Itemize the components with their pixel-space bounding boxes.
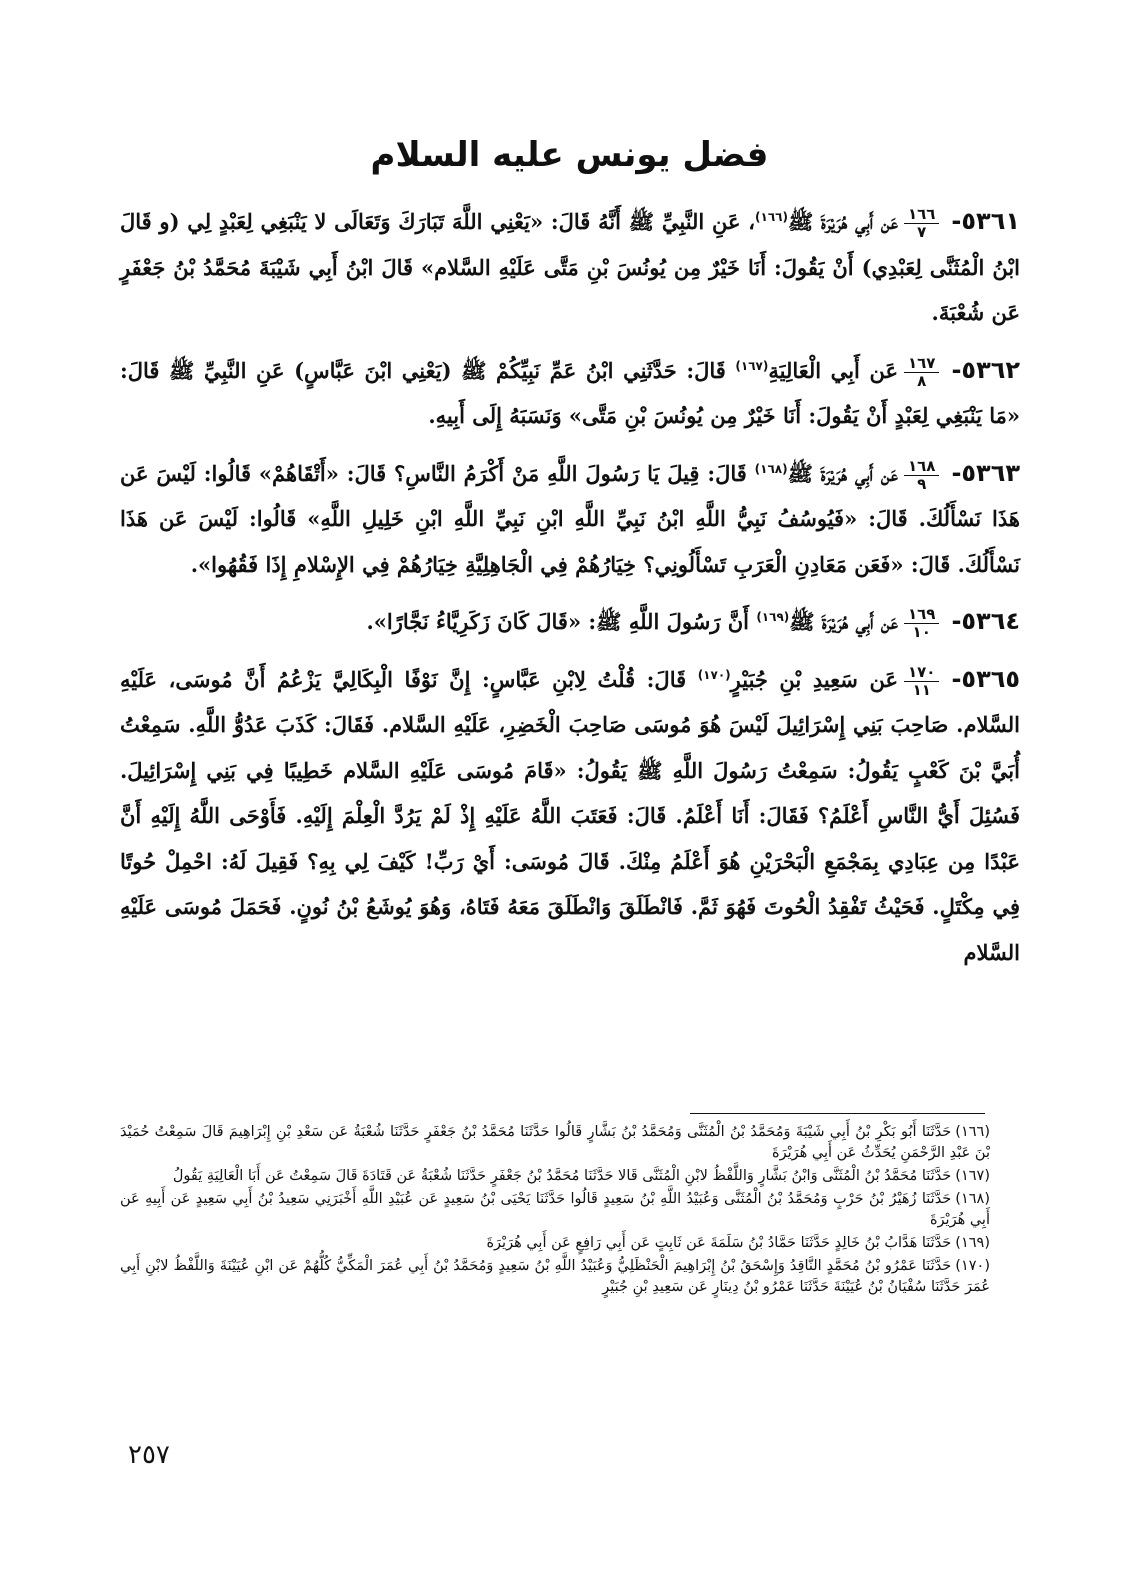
hadith-narrator: عَن أَبِي الْعَالِيَةِ <box>768 357 898 383</box>
hadith-fraction <box>904 606 939 641</box>
footnote-number: (١٦٩) <box>955 1235 990 1251</box>
footnote-reference: (١٦٧) <box>735 358 769 373</box>
fraction-bottom: ٩ <box>917 474 927 493</box>
hadith-entry <box>120 195 1020 336</box>
fraction-bottom: ١٠ <box>912 623 931 641</box>
footnote-reference: (١٦٨) <box>754 461 788 476</box>
footnote-text: حَدَّثَنَا هَدَّابُ بْنُ خَالِدٍ حَدَّثَنَا حَمَّادُ بْنُ سَلَمَةَ عَن ثَابِتٍ عَن أَبِي رَافِعٍ عَن أَبِي هُرَيْرَةَ <box>486 1235 952 1251</box>
hadith-narrator: عَن أَبِي هُرَيْرَةَ ﷺ <box>789 609 898 634</box>
hadith-fraction <box>904 664 939 699</box>
footnote-number: (١٦٦) <box>955 1124 990 1140</box>
hadith-narrator: عَن سَعِيدِ بْنِ جُبَيْرٍ <box>730 666 898 692</box>
hadith-text: ، عَنِ النَّبِيِّ ﷺ أَنَّهُ قَالَ: «يَعْنِي اللَّهَ تَبَارَكَ وَتَعَالَى لا يَنْبَغِي لِعَبْدٍ لِي (و قَالَ ابْنُ الْمُثَنَّى لِعَبْدِي) أَنْ يَقُولَ: أَنَا خَيْرٌ مِن يُونُسَ بْنِ مَتَّى عَلَيْهِ السَّلام» قَالَ ابْنُ أَبِي شَيْبَةَ مُحَمَّدُ بْنُ جَعْفَرٍ عَن شُعْبَةَ. <box>120 209 1020 325</box>
footnote <box>120 1256 990 1298</box>
footnote-text: حَدَّثَنَا زُهَيْرُ بْنُ حَرْبٍ وَمُحَمَّدُ بْنُ الْمُثَنَّى وَعُبَيْدُ اللَّهِ بْنُ سَعِيدٍ قَالُوا حَدَّثَنَا يَحْيَى بْنُ سَعِيدٍ عَن عُبَيْدِ اللَّهِ أَخْبَرَنِي سَعِيدُ بْنُ أَبِي سَعِيدٍ عَن أَبِيهِ عَن أَبِي هُرَيْرَةَ <box>120 1191 990 1228</box>
hadith-entry <box>120 344 1020 439</box>
hadith-text: قَالَ: حَدَّثَنِي ابْنُ عَمِّ نَبِيِّكُمْ ﷺ (يَعْنِي ابْنَ عَبَّاسٍ) عَنِ النَّبِيِّ ﷺ قَالَ: «مَا يَنْبَغِي لِعَبْدٍ أَنْ يَقُولَ: أَنَا خَيْرٌ مِن يُونُسَ بْنِ مَتَّى» وَنَسَبَهُ إِلَى أَبِيهِ. <box>120 357 1020 428</box>
fraction-top: ١٦٨ <box>904 458 939 476</box>
fraction-bottom: ٧ <box>917 223 927 241</box>
footnote-divider <box>690 1113 985 1114</box>
footnote <box>120 1166 990 1187</box>
hadith-text: أَنَّ رَسُولَ اللَّهِ ﷺ: «قَالَ كَانَ زَكَرِيَّاءُ نَجَّارًا». <box>366 609 757 634</box>
fraction-top: ١٦٩ <box>904 606 939 624</box>
footnote-text: حَدَّثَنَا مُحَمَّدُ بْنُ الْمُثَنَّى وَابْنُ بَشَّارٍ وَاللَّفْظُ لابْنِ الْمُثَنَّى قَالا حَدَّثَنَا مُحَمَّدُ بْنُ جَعْفَرٍ حَدَّثَنَا شُعْبَةُ عَن قَتَادَةَ قَالَ سَمِعْتُ عَن أَبَا الْعَالِيَةِ يَقُولُ <box>172 1168 952 1184</box>
footnote-reference: (١٦٦) <box>755 210 788 224</box>
page-title: فضل يونس عليه السلام <box>370 134 769 175</box>
footnote <box>120 1189 990 1231</box>
footnote-reference: (١٦٩) <box>756 610 790 624</box>
hadith-number: ٥٣٦٣- <box>951 458 1020 487</box>
footnote-number: (١٦٧) <box>955 1168 990 1184</box>
fraction-top: ١٦٧ <box>904 355 939 373</box>
hadith-number: ٥٣٦٥- <box>951 664 1021 693</box>
hadith-fraction <box>904 206 939 241</box>
hadith-text: قَالَ: قِيلَ يَا رَسُولَ اللَّهِ مَنْ أَكْرَمُ النَّاسِ؟ قَالَ: «أَتْقَاهُمْ» قَالُوا: لَيْسَ عَن هَذَا نَسْأَلُكَ. قَالَ: «فَيُوسُفُ نَبِيُّ اللَّهِ ابْنُ نَبِيِّ اللَّهِ ابْنِ نَبِيِّ اللَّهِ ابْنِ خَلِيلِ اللَّهِ» قَالُوا: لَيْسَ عَن هَذَا نَسْأَلُكَ. قَالَ: «فَعَن مَعَادِنِ الْعَرَبِ تَسْأَلُونِي؟ خِيَارُهُمْ فِي الْجَاهِلِيَّةِ خِيَارُهُمْ فِي الإِسْلامِ إِذَا فَقُهُوا». <box>120 460 1020 577</box>
hadith-text: قَالَ: قُلْتُ لِابْنِ عَبَّاسٍ: إِنَّ نَوْفًا الْبِكَالِيَّ يَزْعُمُ أَنَّ مُوسَى، عَلَيْهِ السَّلام. صَاحِبَ بَنِي إِسْرَائِيلَ لَيْسَ هُوَ مُوسَى صَاحِبَ الْخَضِرِ، عَلَيْهِ السَّلام. فَقَالَ: كَذَبَ عَدُوُّ اللَّهِ. سَمِعْتُ أُبَيَّ بْنَ كَعْبٍ يَقُولُ: سَمِعْتُ رَسُولَ اللَّهِ ﷺ يَقُولُ: «قَامَ مُوسَى عَلَيْهِ السَّلام خَطِيبًا فِي بَنِي إِسْرَائِيلَ. فَسُئِلَ أَيُّ النَّاسِ أَعْلَمُ؟ فَقَالَ: أَنَا أَعْلَمُ. قَالَ: فَعَتَبَ اللَّهُ عَلَيْهِ إِذْ لَمْ يَرُدَّ الْعِلْمَ إِلَيْهِ. فَأَوْحَى اللَّهُ إِلَيْهِ أَنَّ عَبْدًا مِن عِبَادِي بِمَجْمَعِ الْبَحْرَيْنِ هُوَ أَعْلَمُ مِنْكَ. قَالَ مُوسَى: أَيْ رَبِّ! كَيْفَ لِي بِهِ؟ فَقِيلَ لَهُ: احْمِلْ حُوتًا فِي مِكْتَلٍ. فَحَيْثُ تَفْقِدُ الْحُوتَ فَهُوَ ثَمَّ. فَانْطَلَقَ وَانْطَلَقَ مَعَهُ فَتَاهُ، وَهُوَ يُوشَعُ بْنُ نُونٍ. فَحَمَلَ مُوسَى عَلَيْهِ السَّلام <box>120 666 1020 965</box>
footnote <box>120 1233 990 1254</box>
fraction-top: ١٧٠ <box>904 664 939 682</box>
hadith-entry <box>120 447 1020 588</box>
fraction-bottom: ١١ <box>912 680 931 699</box>
hadith-list <box>120 195 1020 983</box>
footnote-number: (١٦٨) <box>955 1191 990 1207</box>
hadith-fraction <box>904 458 939 493</box>
hadith-entry <box>120 595 1020 645</box>
footnote-text: حَدَّثَنَا عَمْرُو بْنُ مُحَمَّدٍ النَّاقِدُ وَإِسْحَقُ بْنُ إِبْرَاهِيمَ الْحَنْظَلِيُّ وَعُبَيْدُ اللَّهِ بْنُ سَعِيدٍ وَمُحَمَّدُ بْنُ أَبِي عُمَرَ الْمَكِّيُّ كُلُّهُمْ عَن ابْنِ عُيَيْنَةَ وَاللَّفْظُ لابْنِ أَبِي عُمَرَ حَدَّثَنَا سُفْيَانُ بْنُ عُيَيْنَةَ حَدَّثَنَا عَمْرُو بْنُ دِينَارٍ عَن سَعِيدِ بْنِ جُبَيْرٍ <box>120 1258 990 1295</box>
hadith-number: ٥٣٦٢- <box>951 355 1021 384</box>
hadith-narrator: عَن أَبِي هُرَيْرَةَ ﷺ <box>787 460 898 486</box>
page-number: ٢٥٧ <box>128 1440 170 1470</box>
footnote <box>120 1122 990 1164</box>
footnote-reference: (١٧٠) <box>697 667 731 682</box>
hadith-number: ٥٣٦١- <box>951 207 1020 235</box>
footnote-text: حَدَّثَنَا أَبُو بَكْرِ بْنُ أَبِي شَيْبَةَ وَمُحَمَّدُ بْنُ الْمُثَنَّى وَمُحَمَّدُ بْنُ بَشَّارٍ قَالُوا حَدَّثَنَا مُحَمَّدُ بْنُ جَعْفَرٍ حَدَّثَنَا شُعْبَةُ عَن سَعْدِ بْنِ إِبْرَاهِيمَ قَالَ سَمِعْتُ حُمَيْدَ بْنَ عَبْدِ الرَّحْمَنِ يُحَدِّثُ عَن أَبِي هُرَيْرَةَ <box>120 1124 990 1161</box>
fraction-top: ١٦٦ <box>904 206 939 224</box>
hadith-number: ٥٣٦٤- <box>951 607 1020 635</box>
hadith-fraction <box>904 355 939 390</box>
hadith-entry <box>120 653 1020 976</box>
hadith-narrator: عَن أَبِي هُرَيْرَةَ ﷺ <box>787 209 898 234</box>
fraction-bottom: ٨ <box>917 371 927 390</box>
footnote-number: (١٧٠) <box>955 1258 990 1274</box>
footnotes <box>120 1122 990 1300</box>
